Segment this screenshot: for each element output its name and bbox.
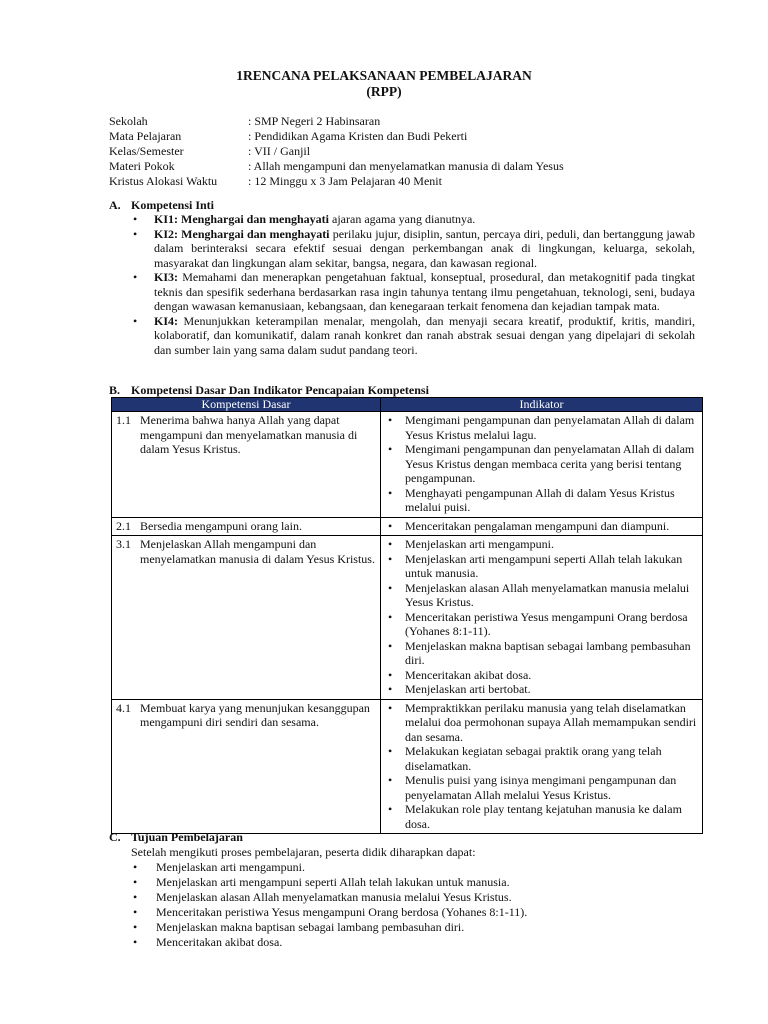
kd-text: Bersedia mengampuni orang lain.	[140, 518, 302, 533]
ki-label: KI3:	[154, 270, 178, 284]
info-value: : 12 Minggu x 3 Jam Pelajaran 40 Menit	[248, 174, 442, 188]
info-label: Sekolah	[109, 114, 148, 128]
indikator-item: • Menjelaskan alasan Allah menyelamatkan manusia melalui Yesus Kristus.	[385, 581, 698, 610]
table-row	[112, 699, 703, 834]
info-label: Kelas/Semester	[109, 144, 184, 158]
list-item	[131, 212, 695, 227]
tujuan-intro: Setelah mengikuti proses pembelajaran, peserta didik diharapkan dapat:	[131, 845, 476, 859]
indikator-cell	[381, 536, 703, 700]
ki-label: KI1: Menghargai dan menghayati	[154, 212, 330, 226]
indikator-cell	[381, 517, 703, 536]
list-item: • Menjelaskan alasan Allah menyelamatkan manusia melalui Yesus Kristus.	[131, 890, 527, 905]
info-label: Kristus Alokasi Waktu	[109, 174, 218, 188]
indikator-item: • Menjelaskan arti mengampuni seperti Allah telah lakukan untuk manusia.	[385, 552, 698, 581]
info-value: : Allah mengampuni dan menyelamatkan manusia di dalam Yesus	[248, 159, 564, 173]
kd-number: 1.1	[116, 413, 131, 427]
kd-text: Menjelaskan Allah mengampuni dan menyelamatkan manusia di dalam Yesus Kristus.	[140, 537, 375, 566]
list-item: • Menjelaskan arti mengampuni seperti Allah telah lakukan untuk manusia.	[131, 875, 527, 890]
indikator-item: • Melakukan kegiatan sebagai praktik orang yang telah diselamatkan.	[385, 744, 698, 773]
indikator-item: • Menceritakan peristiwa Yesus mengampuni Orang berdosa (Yohanes 8:1-11).	[385, 610, 698, 639]
indikator-cell	[381, 699, 703, 834]
indikator-item: • Mengimani pengampunan dan penyelamatan Allah di dalam Yesus Kristus dengan membaca cerita yang berisi tentang pengampunan.	[385, 442, 698, 486]
list-item	[131, 314, 695, 358]
indikator-item: • Menulis puisi yang isinya mengimani pengampunan dan penyelamatan Allah melalui Yesus Kristus.	[385, 773, 698, 802]
indikator-item: • Menghayati pengampunan Allah di dalam Yesus Kristus melalui puisi.	[385, 486, 698, 515]
list-item	[131, 270, 695, 314]
kd-text: Menerima bahwa hanya Allah yang dapat mengampuni dan menyelamatkan manusia di dalam Yesus Kristus.	[140, 413, 358, 456]
document-subtitle: (RPP)	[366, 84, 402, 99]
section-title: Kompetensi Inti	[131, 198, 215, 212]
indikator-item: • Mempraktikkan perilaku manusia yang telah diselamatkan melalui doa permohonan supaya Allah memampukan sendiri dan sesama.	[385, 701, 698, 745]
tujuan-list	[131, 860, 527, 950]
kd-cell	[112, 412, 381, 518]
indikator-item: • Mengimani pengampunan dan penyelamatan Allah di dalam Yesus Kristus melalui lagu.	[385, 413, 698, 442]
kompetensi-inti-list	[131, 212, 695, 357]
info-label: Mata Pelajaran	[109, 129, 182, 143]
list-item: • Menjelaskan arti mengampuni.	[131, 860, 527, 875]
ki-text: Menunjukkan keterampilan menalar, mengolah, dan menyaji secara kreatif, produktif, kritis, mandiri, kolaboratif, dan komunikatif, dalam ranah konkret dan ranah abstrak sesuai dengan yang dipelajari di sekolah dan sumber lain yang sama dalam sudut pandang teori.	[154, 313, 695, 357]
section-letter: C.	[109, 830, 121, 844]
kd-cell	[112, 536, 381, 700]
section-c-heading	[109, 830, 243, 845]
section-b-heading	[109, 383, 429, 398]
section-letter: B.	[109, 383, 121, 397]
ki-text: ajaran agama yang dianutnya.	[329, 212, 476, 226]
list-item: • Menceritakan peristiwa Yesus mengampuni Orang berdosa (Yohanes 8:1-11).	[131, 905, 527, 920]
document-title: 1RENCANA PELAKSANAAN PEMBELAJARAN	[236, 68, 532, 83]
indikator-item: • Menjelaskan arti mengampuni.	[385, 537, 698, 552]
kd-cell	[112, 699, 381, 834]
indikator-item: • Menceritakan pengalaman mengampuni dan diampuni.	[385, 519, 698, 534]
kd-number: 4.1	[116, 700, 131, 715]
section-letter: A.	[109, 198, 121, 212]
info-value: : Pendidikan Agama Kristen dan Budi Pekerti	[248, 129, 468, 143]
section-title: Tujuan Pembelajaran	[131, 830, 243, 844]
list-item	[131, 227, 695, 271]
ki-label: KI4:	[154, 313, 178, 328]
info-value: : SMP Negeri 2 Habinsaran	[248, 114, 381, 128]
section-a-heading	[109, 198, 214, 213]
kd-number: 2.1	[116, 518, 131, 533]
table-header-row	[112, 398, 703, 412]
column-header-indikator: Indikator	[381, 398, 703, 412]
column-header-kd: Kompetensi Dasar	[112, 398, 381, 412]
info-value: : VII / Ganjil	[248, 144, 311, 158]
indikator-item: • Menceritakan akibat dosa.	[385, 668, 698, 683]
kompetensi-table	[111, 397, 703, 834]
ki-text: Memahami dan menerapkan pengetahuan faktual, konseptual, prosedural, dan metakognitif pada tingkat teknis dan spesifik sederhana berdasarkan rasa ingin tahunya tentang ilmu pengetahuan, teknologi, seni, budaya dengan wawasan kemanusiaan, kebangsaan, dan kenegaraan terkait fenomena dan kejadian tampak mata.	[154, 270, 695, 313]
ki-text: perilaku jujur, disiplin, santun, percaya diri, peduli, dan bertanggung jawab dalam berinteraksi secara efektif sesuai dengan perkembangan anak di lingkungan, keluarga, sekolah, masyarakat dan lingkungan alam sekitar, bangsa, negara, dan kawasan regional.	[154, 226, 695, 270]
kd-cell	[112, 517, 381, 536]
info-label: Materi Pokok	[109, 159, 175, 173]
kd-number: 3.1	[116, 537, 131, 551]
ki-label: KI2: Menghargai dan menghayati	[154, 226, 330, 241]
list-item: • Menceritakan akibat dosa.	[131, 935, 527, 950]
list-item: • Menjelaskan makna baptisan sebagai lambang pembasuhan diri.	[131, 920, 527, 935]
indikator-item: • Melakukan role play tentang kejatuhan manusia ke dalam dosa.	[385, 802, 698, 831]
table-row	[112, 412, 703, 518]
table-row	[112, 517, 703, 536]
table-row	[112, 536, 703, 700]
indikator-item: • Menjelaskan arti bertobat.	[385, 682, 698, 697]
kd-text: Membuat karya yang menunjukan kesanggupan mengampuni diri sendiri dan sesama.	[140, 700, 370, 729]
indikator-cell	[381, 412, 703, 518]
section-title: Kompetensi Dasar Dan Indikator Pencapaian Kompetensi	[131, 383, 429, 397]
indikator-item: • Menjelaskan makna baptisan sebagai lambang pembasuhan diri.	[385, 639, 698, 668]
